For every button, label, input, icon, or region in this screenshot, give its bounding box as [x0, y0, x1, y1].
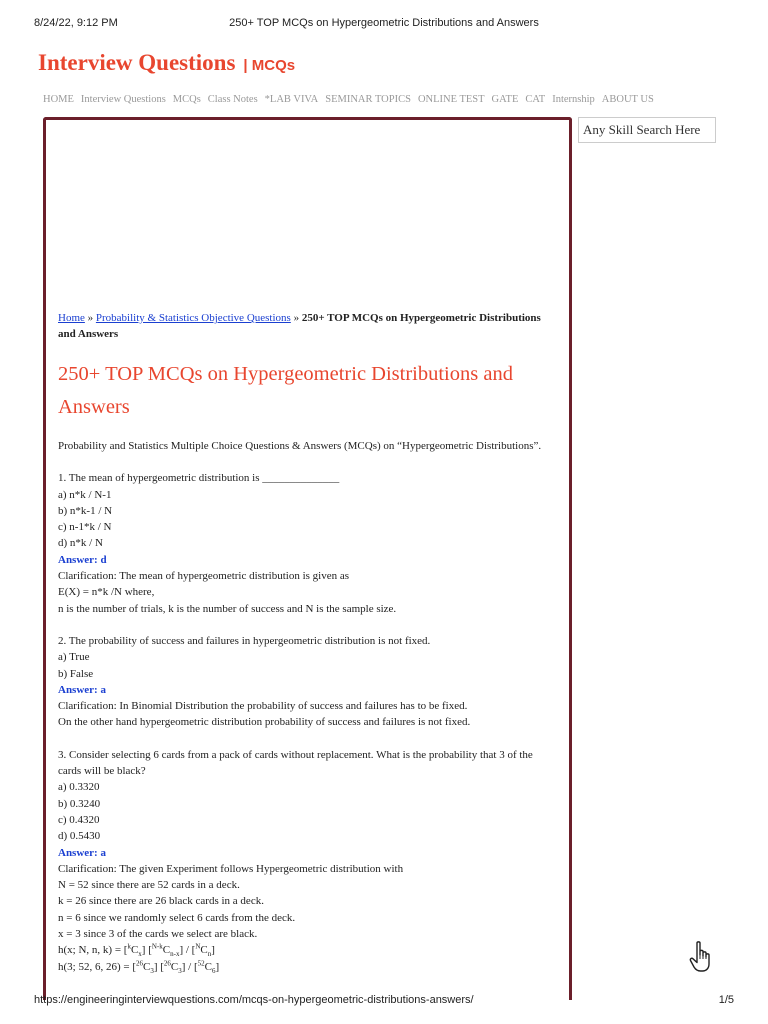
clarification: On the other hand hypergeometric distribution probability of success and failures is not fixed.	[58, 716, 471, 729]
intro-text: Probability and Statistics Multiple Choice Questions & Answers (MCQs) on “Hypergeometric Distributions”.	[58, 440, 542, 452]
nav-cat[interactable]: CAT	[525, 94, 546, 105]
article-container	[43, 117, 572, 1000]
nav-lab-viva[interactable]: *LAB VIVA	[264, 94, 319, 105]
formula-specific	[58, 959, 558, 975]
question-text: 3. Consider selecting 6 cards from a pack of cards without replacement. What is the probability that 3 of the cards will be black?	[58, 748, 533, 778]
formula-sup: 52	[197, 958, 205, 967]
option: a) n*k / N-1	[58, 488, 112, 501]
formula-sub: x	[138, 950, 142, 959]
option: b) 0.3240	[58, 797, 101, 810]
formula-sup: k	[127, 942, 131, 951]
breadcrumb	[58, 310, 558, 342]
formula-text: C	[162, 944, 171, 957]
nav-mcqs[interactable]: MCQs	[172, 94, 201, 105]
main-nav	[43, 94, 733, 110]
option: c) n-1*k / N	[58, 521, 112, 534]
page-title: 250+ TOP MCQs on Hypergeometric Distributions and Answers	[58, 363, 513, 418]
clarification: E(X) = n*k /N where,	[58, 586, 155, 599]
formula-sub: 3	[178, 966, 182, 975]
formula-sub: 3	[150, 966, 154, 975]
formula-text: ] / [	[179, 944, 196, 957]
formula-sub: 6	[212, 966, 216, 975]
breadcrumb-current: 250+ TOP MCQs on Hypergeometric Distributions and Answers	[58, 312, 541, 340]
nav-class-notes[interactable]: Class Notes	[207, 94, 258, 105]
formula-text: C	[130, 944, 139, 957]
formula-sup: 26	[163, 958, 171, 967]
formula-text: ] [	[153, 960, 164, 973]
nav-internship[interactable]: Internship	[552, 94, 595, 105]
question-2	[58, 633, 558, 731]
option: b) n*k-1 / N	[58, 504, 113, 517]
article-body	[58, 310, 558, 991]
breadcrumb-home[interactable]: Home	[58, 312, 85, 324]
clarification: x = 3 since 3 of the cards we select are black.	[58, 928, 258, 941]
formula-sub: n-x	[170, 950, 180, 959]
formula-text: ] [	[141, 944, 152, 957]
answer-label: Answer: a	[58, 846, 106, 859]
print-footer	[0, 994, 768, 1014]
formula-sup: 26	[136, 958, 143, 967]
formula-text: C	[200, 944, 208, 957]
option: b) False	[58, 667, 94, 680]
question-3	[58, 747, 558, 975]
question-text: 1. The mean of hypergeometric distribution is ______________	[58, 472, 340, 485]
option: d) n*k / N	[58, 537, 103, 550]
site-brand[interactable]	[38, 50, 295, 80]
print-date: 8/24/22, 9:12 PM	[34, 17, 118, 29]
formula-text: h(3; 52, 6, 26) = [	[58, 960, 136, 973]
hand-pointer-icon	[688, 940, 720, 974]
brand-name[interactable]: Interview Questions	[38, 50, 236, 75]
nav-online-test[interactable]: ONLINE TEST	[417, 94, 485, 105]
breadcrumb-category[interactable]: Probability & Statistics Objective Questions	[95, 312, 291, 324]
formula-sup: N	[195, 942, 201, 951]
clarification: k = 26 since there are 26 black cards in a deck.	[58, 895, 264, 908]
clarification: n is the number of trials, k is the number of success and N is the sample size.	[58, 602, 397, 615]
option: c) 0.4320	[58, 813, 100, 826]
option: a) 0.3320	[58, 781, 100, 794]
nav-interview-questions[interactable]: Interview Questions	[80, 94, 166, 105]
formula-text: C	[170, 960, 179, 973]
answer-label: Answer: a	[58, 683, 106, 696]
print-doc-title: 250+ TOP MCQs on Hypergeometric Distributions and Answers	[229, 17, 539, 29]
clarification: Clarification: The given Experiment follows Hypergeometric distribution with	[58, 862, 404, 875]
search-input[interactable]: Any Skill Search Here	[578, 117, 716, 143]
question-text: 2. The probability of success and failures in hypergeometric distribution is not fixed.	[58, 634, 431, 647]
formula-text: C	[204, 960, 212, 973]
clarification: Clarification: The mean of hypergeometric distribution is given as	[58, 570, 350, 583]
breadcrumb-separator: »	[84, 312, 96, 324]
nav-about-us[interactable]: ABOUT US	[601, 94, 654, 105]
print-url: https://engineeringinterviewquestions.com/mcqs-on-hypergeometric-distributions-answers/	[34, 994, 474, 1006]
print-header	[0, 10, 768, 30]
option: d) 0.5430	[58, 830, 101, 843]
clarification: N = 52 since there are 52 cards in a deck.	[58, 879, 240, 892]
formula-general	[58, 942, 558, 958]
clarification: Clarification: In Binomial Distribution the probability of success and failures has to be fixed.	[58, 700, 468, 713]
formula-text: C	[143, 960, 151, 973]
formula-text: ] / [	[181, 960, 198, 973]
breadcrumb-separator: »	[290, 312, 302, 324]
question-1	[58, 470, 558, 617]
formula-sub: n	[207, 950, 212, 959]
option: a) True	[58, 651, 90, 664]
print-page-count: 1/5	[718, 994, 734, 1006]
formula-sup: N-k	[151, 942, 163, 951]
nav-seminar-topics[interactable]: SEMINAR TOPICS	[325, 94, 411, 105]
formula-text: ]	[211, 944, 215, 957]
nav-home[interactable]: HOME	[43, 94, 74, 105]
brand-mcqs[interactable]: | MCQs	[243, 57, 296, 74]
formula-text: h(x; N, n, k) = [	[58, 944, 128, 957]
nav-gate[interactable]: GATE	[491, 94, 519, 105]
formula-text: ]	[215, 960, 220, 973]
clarification: n = 6 since we randomly select 6 cards from the deck.	[58, 911, 296, 924]
answer-label: Answer: d	[58, 553, 107, 566]
